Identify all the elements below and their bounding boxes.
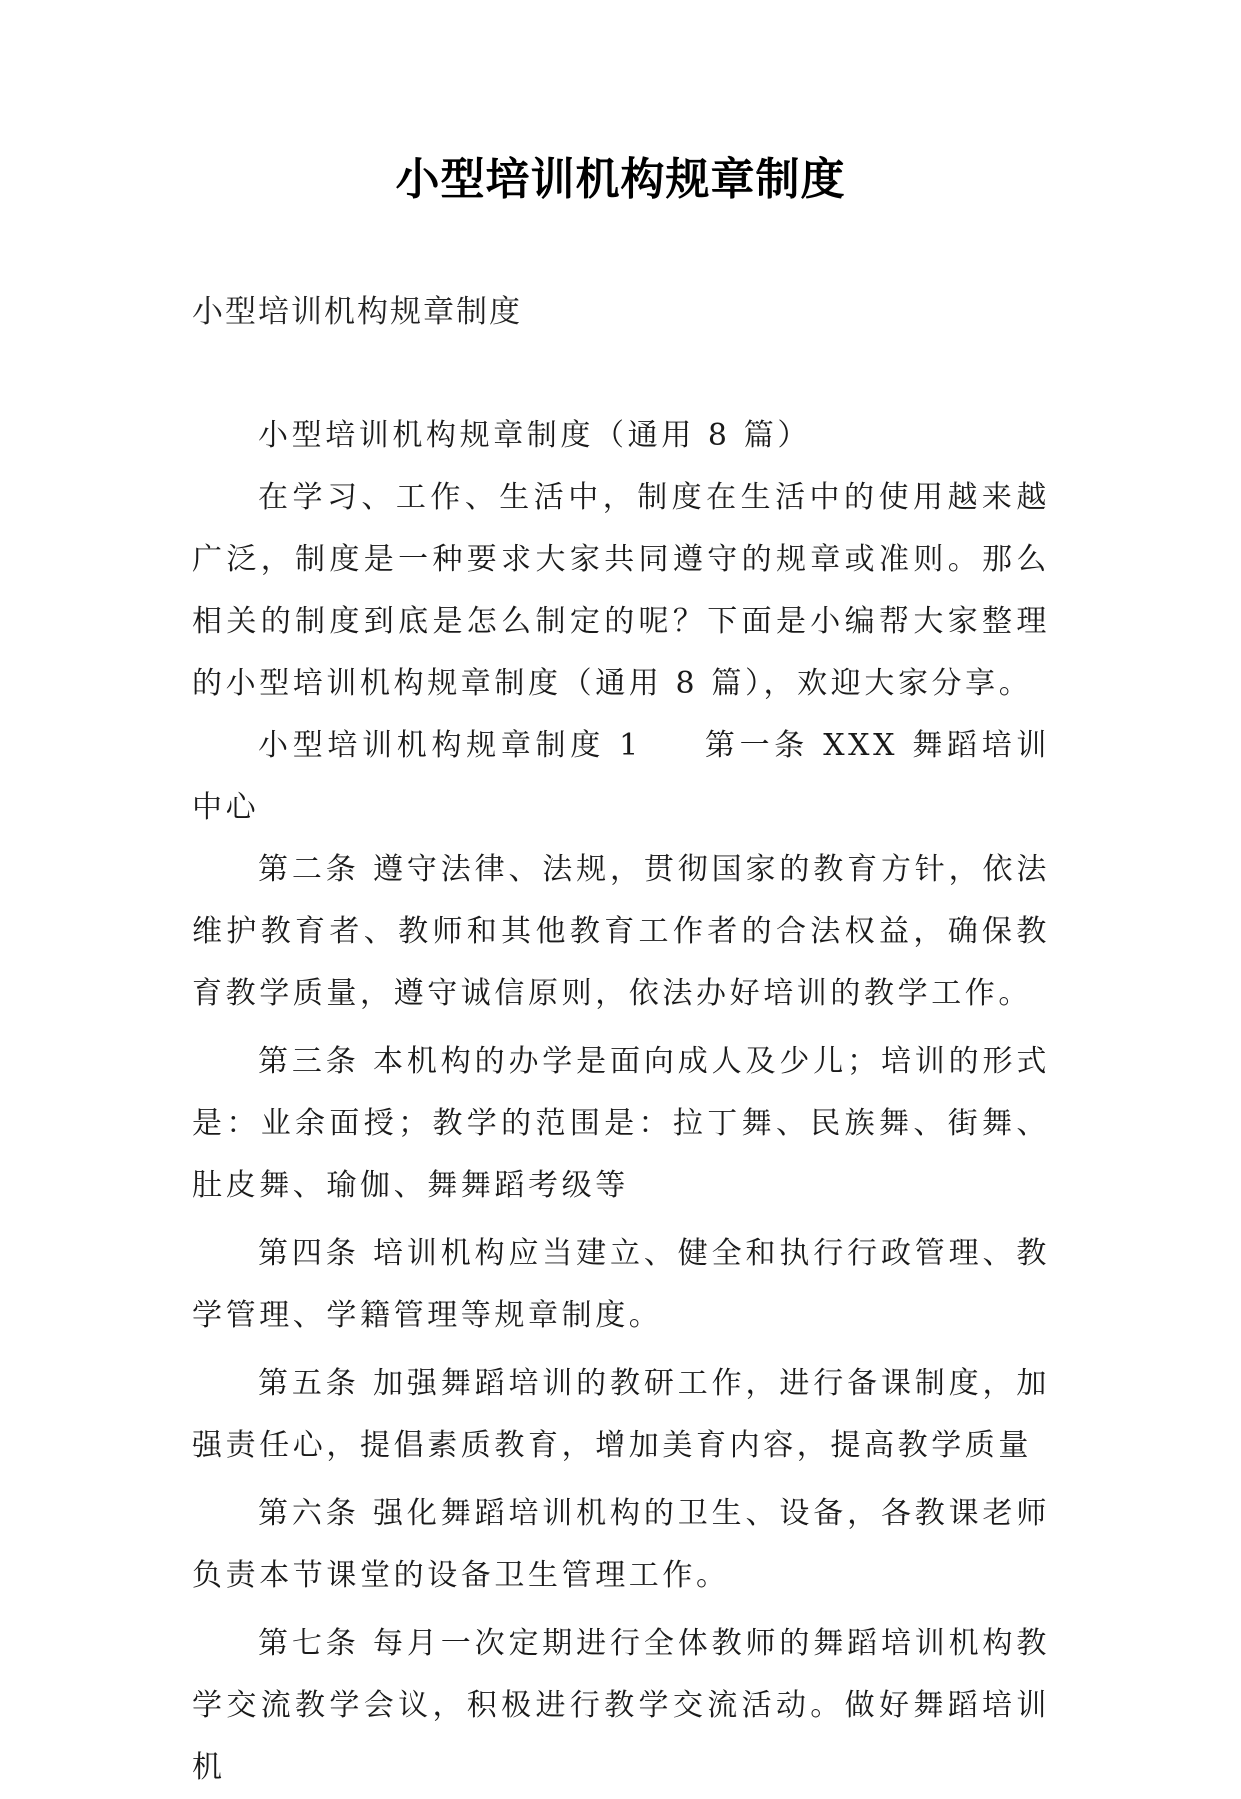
document-subtitle: 小型培训机构规章制度	[192, 294, 522, 330]
section-label: 小型培训机构规章制度 1	[258, 728, 642, 763]
article-5: 第五条 加强舞蹈培训的教研工作，进行备课制度，加强责任心，提倡素质教育，增加美育内容，提高教学质量	[192, 1366, 1050, 1463]
article-1: 第一条 XXX 舞蹈培训中心	[192, 728, 1050, 825]
intro-paragraph: 在学习、工作、生活中，制度在生活中的使用越来越广泛，制度是一种要求大家共同遵守的规章或准则。那么相关的制度到底是怎么制定的呢？下面是小编帮大家整理的小型培训机构规章制度（通用 8 篇），欢迎大家分享。	[192, 480, 1050, 701]
heading-line: 小型培训机构规章制度（通用 8 篇）	[258, 418, 811, 453]
article-6: 第六条 强化舞蹈培训机构的卫生、设备，各教课老师负责本节课堂的设备卫生管理工作。	[192, 1496, 1050, 1593]
document-title: 小型培训机构规章制度	[395, 154, 846, 205]
document-body	[192, 405, 1050, 1799]
article-4: 第四条 培训机构应当建立、健全和执行行政管理、教学管理、学籍管理等规章制度。	[192, 1236, 1050, 1333]
section-line	[192, 715, 1050, 839]
article-2: 第二条 遵守法律、法规，贯彻国家的教育方针，依法维护教育者、教师和其他教育工作者的合法权益，确保教育教学质量，遵守诚信原则，依法办好培训的教学工作。	[192, 852, 1050, 1011]
article-3: 第三条 本机构的办学是面向成人及少儿；培训的形式是：业余面授；教学的范围是：拉丁舞、民族舞、街舞、肚皮舞、瑜伽、舞舞蹈考级等	[192, 1044, 1050, 1203]
article-7: 第七条 每月一次定期进行全体教师的舞蹈培训机构教学交流教学会议，积极进行教学交流活动。做好舞蹈培训机	[192, 1626, 1050, 1785]
